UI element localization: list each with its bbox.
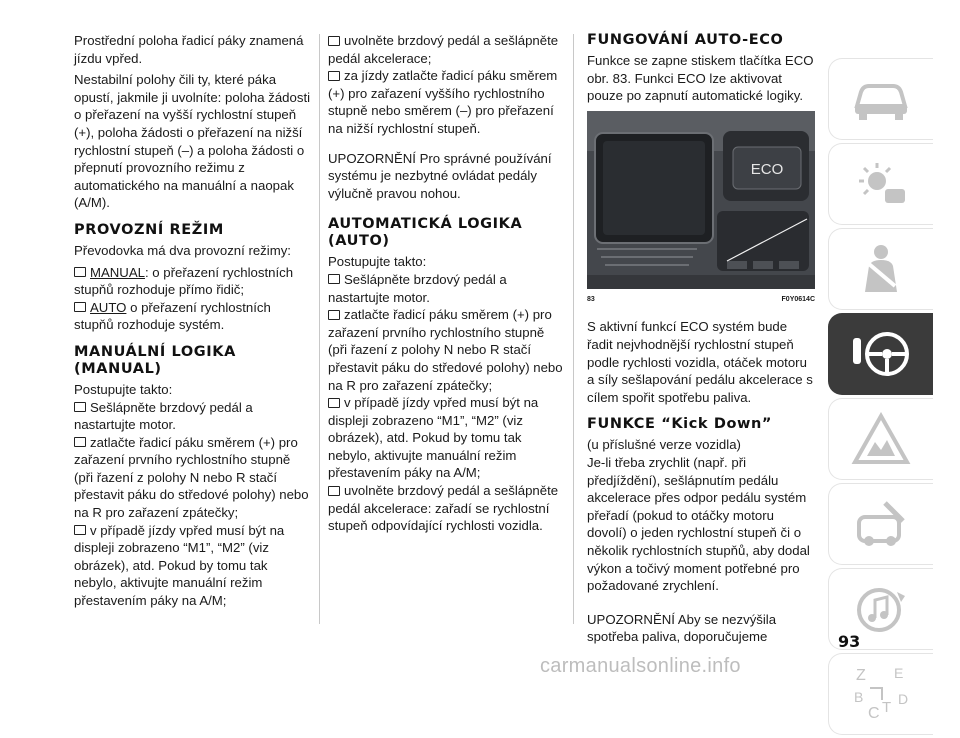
eco-button-label: ECO <box>750 160 784 178</box>
index-letter: D <box>898 691 909 707</box>
list-item <box>328 271 564 306</box>
list-text: o přeřazení rychlostních stupňů rozhoduje systém. <box>74 299 271 333</box>
list-text: v případě jízdy vpřed musí být na displeji zobrazeno “M1”, “M2” (viz obrázek), atd. Pokud by tomu tak nebylo, aktivujte manuální režim přestavením páky na A/M; <box>328 395 539 481</box>
list-text: zatlačte řadicí páku směrem (+) pro zařazení prvního rychlostního stupně (při řazení z polohy N nebo R stačí přestavit páku do středové polohy) nebo na R pro zařazení zpátečky; <box>328 307 563 393</box>
list-text: zatlačte řadicí páku směrem (+) pro zařazení prvního rychlostního stupně (při řazení z polohy N nebo R stačí přestavit páku do středové polohy) nebo na R pro zařazení zpátečky; <box>74 434 309 521</box>
seatbelt-icon <box>851 242 911 296</box>
checkbox-bullet-icon <box>328 398 340 408</box>
tab-steering-wheel[interactable] <box>828 313 933 395</box>
watermark: carmanualsonline.info <box>540 655 741 677</box>
tab-index[interactable] <box>828 653 933 735</box>
checkbox-bullet-icon <box>74 302 86 312</box>
tab-dashboard-lights[interactable] <box>828 143 933 225</box>
tab-seatbelt[interactable] <box>828 228 933 310</box>
term-manual: MANUAL <box>90 264 145 280</box>
list-item <box>74 299 312 334</box>
list-text: : o přeřazení rychlostních stupňů rozhoduje přímo řidič; <box>74 264 294 298</box>
list-text: Sešlápněte brzdový pedál a nastartujte motor. <box>74 399 253 433</box>
term-auto: AUTO <box>90 299 127 315</box>
checkbox-bullet-icon <box>328 486 340 496</box>
checkbox-bullet-icon <box>74 267 86 277</box>
paragraph: Nestabilní polohy čili ty, které páka opustí, jakmile ji uvolníte: poloha žádosti o přeřazení na vyšší rychlostní stupeň (+), poloha žádosti o přeřazení na nižší rychlostní stupeň (–) a poloha žádosti o přepnutí provozního režimu z automatického na manuální a naopak (A/M). <box>74 72 311 211</box>
heading-fungovani-auto-eco: FUNGOVÁNÍ AUTO-ECO <box>587 32 784 48</box>
wrench-car-icon <box>851 497 911 551</box>
figure-number: 83 <box>587 295 595 303</box>
checkbox-bullet-icon <box>328 310 340 320</box>
checkbox-bullet-icon <box>74 402 86 412</box>
list-item <box>328 394 564 482</box>
car-icon <box>851 76 911 122</box>
tab-car[interactable] <box>828 58 933 140</box>
list-text: za jízdy zatlačte řadicí páku směrem (+) pro zařazení vyššího rychlostního stupně nebo směrem (–) pro přeřazení na nižší rychlostní stupeň. <box>328 68 558 136</box>
tab-warning[interactable] <box>828 398 933 480</box>
list-item <box>74 434 312 522</box>
list-item <box>74 264 312 299</box>
paragraph: Funkce se zapne stiskem tlačítka ECO obr. 83. Funkci ECO lze aktivovat pouze po zapnutí automatické logiky. <box>587 53 814 104</box>
checkbox-bullet-icon <box>328 71 340 81</box>
index-letter: E <box>894 665 904 681</box>
paragraph: Je-li třeba zrychlit (např. při předjíždění), sešlápnutím pedálu akcelerace přes odpor pedálu systém přeřadí (pokud to otáčky motoru dovolí) o jeden rychlostní stupeň či o několik rychlostních stupňů, aby dodal výkon a točivý moment potřebné pro požadované zrychlení. <box>587 454 810 594</box>
figure-code: F0Y0614C <box>781 295 815 303</box>
paragraph: Postupujte takto: <box>328 254 427 270</box>
paragraph: (u příslušné verze vozidla) <box>587 437 741 453</box>
tab-maintenance[interactable] <box>828 483 933 565</box>
heading-kick-down: FUNKCE “Kick Down” <box>587 416 773 433</box>
figure-eco-button-photo <box>587 111 815 289</box>
page-number: 93 <box>838 632 861 651</box>
warning-text: UPOZORNĚNÍ Aby se nezvýšila spotřeba paliva, doporučujeme <box>587 611 777 645</box>
paragraph: Postupujte takto: <box>74 381 173 397</box>
checkbox-bullet-icon <box>74 437 86 447</box>
list-item <box>74 399 312 434</box>
list-item <box>328 32 564 67</box>
checkbox-bullet-icon <box>328 274 340 284</box>
checkbox-bullet-icon <box>74 525 86 535</box>
list-item <box>328 306 564 394</box>
index-letter: T <box>882 699 892 716</box>
dashboard-lights-icon <box>851 159 911 209</box>
column-divider <box>319 34 320 624</box>
list-text: uvolněte brzdový pedál a sešlápněte pedál akcelerace: zařadí se rychlostní stupeň odpovídající rychlosti vozidla. <box>328 483 559 534</box>
heading-manualni-logika: MANUÁLNÍ LOGIKA (MANUAL) <box>74 343 236 377</box>
alphabet-index-icon <box>846 662 916 726</box>
column-left <box>74 32 312 610</box>
list-item <box>328 67 564 137</box>
index-letter: B <box>854 689 864 705</box>
list-item <box>328 482 564 535</box>
index-letter: Z <box>856 667 866 684</box>
list-text: v případě jízdy vpřed musí být na displeji zobrazeno “M1”, “M2” (viz obrázek), atd. Pokud by tomu tak nebylo, aktivujte manuální režim přestavením páky na A/M; <box>74 522 285 609</box>
steering-wheel-icon <box>849 326 913 382</box>
checkbox-bullet-icon <box>328 36 340 46</box>
paragraph: S aktivní funkcí ECO systém bude řadit nejvhodnější rychlostní stupeň podle rychlosti vozidla, otáček motoru a síly sešlapování pedálu akcelerace s cílem spořit spotřebu paliva. <box>587 319 813 405</box>
column-right <box>587 32 815 650</box>
warning-triangle-icon <box>851 412 911 466</box>
dashboard-photo <box>587 111 815 289</box>
figure-caption <box>587 291 815 309</box>
music-nav-icon <box>851 582 911 636</box>
list-text: Sešlápněte brzdový pedál a nastartujte motor. <box>328 271 507 305</box>
warning-text: UPOZORNĚNÍ Pro správné používání systému je nezbytné ovládat pedály výlučně pravou nohou. <box>328 150 552 201</box>
paragraph: Prostřední poloha řadicí páky znamená jízdu vpřed. <box>74 33 304 66</box>
heading-automaticka-logika: AUTOMATICKÁ LOGIKA (AUTO) <box>328 216 523 250</box>
heading-provozni-rezim: PROVOZNÍ REŽIM <box>74 221 224 238</box>
paragraph: Převodovka má dva provozní režimy: <box>74 242 291 258</box>
list-text: uvolněte brzdový pedál a sešlápněte pedál akcelerace; <box>328 33 559 66</box>
column-middle <box>328 32 564 535</box>
column-divider <box>573 34 574 624</box>
index-letter: C <box>868 705 880 722</box>
list-item <box>74 522 312 610</box>
